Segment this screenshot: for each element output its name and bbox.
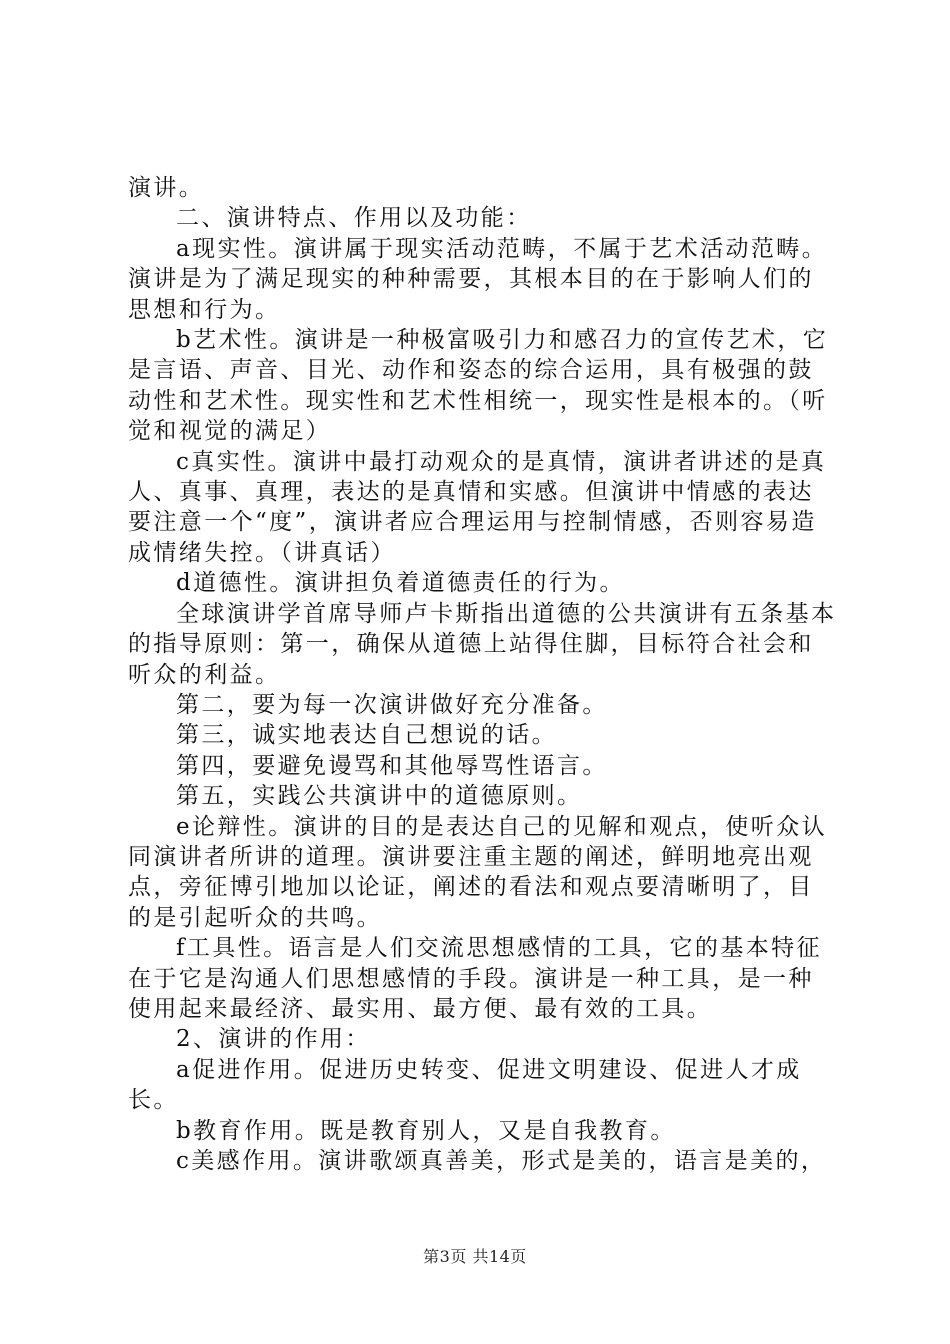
page-footer: 第3页 共14页 (423, 1247, 527, 1266)
paragraph: 第三，诚实地表达自己想说的话。 (176, 722, 557, 749)
paragraph: d道德性。演讲担负着道德责任的行为。 (176, 570, 625, 597)
paragraph: 二、演讲特点、作用以及功能： (176, 205, 532, 232)
paragraph: c美感作用。演讲歌颂真善美，形式是美的，语言是美的， (176, 1148, 827, 1174)
paragraph: f工具性。语言是人们交流思想感情的工具，它的基本特征在于它是沟通人们思想感情的手段。演讲是一种工具，是一种使用起来最经济、最实用、最方便、最有效的工具。 (128, 935, 822, 1022)
paragraph: b教育作用。既是教育别人，又是自我教育。 (176, 1117, 676, 1144)
paragraph: a促进作用。促进历史转变、促进文明建设、促进人才成长。 (128, 1056, 802, 1114)
document-body (128, 173, 838, 1176)
paragraph: e论辩性。演讲的目的是表达自己的见解和观点，使听众认同演讲者所讲的道理。演讲要注重主题的阐述，鲜明地亮出观点，旁征博引地加以论证，阐述的看法和观点要清晰明了，目的是引起听众的共鸣。 (128, 813, 828, 931)
paragraph: b艺术性。演讲是一种极富吸引力和感召力的宣传艺术，它是言语、声音、目光、动作和姿态的综合运用，具有极强的鼓动性和艺术性。现实性和艺术性相统一，现实性是根本的。（听觉和视觉的满足） (128, 327, 829, 445)
paragraph: 第五，实践公共演讲中的道德原则。 (176, 783, 583, 810)
paragraph: a现实性。演讲属于现实活动范畴，不属于艺术活动范畴。演讲是为了满足现实的种种需要，其根本目的在于影响人们的思想和行为。 (128, 235, 828, 323)
paragraph: 2、演讲的作用： (176, 1026, 371, 1053)
paragraph: 全球演讲学首席导师卢卡斯指出道德的公共演讲有五条基本的指导原则：第一，确保从道德上站得住脚，目标符合社会和听众的利益。 (128, 600, 837, 688)
paragraph: 第四，要避免谩骂和其他辱骂性语言。 (176, 752, 608, 779)
paragraph: c真实性。演讲中最打动观众的是真情，演讲者讲述的是真人、真事、真理，表达的是真情和实感。但演讲中情感的表达要注意一个“度”，演讲者应合理运用与控制情感，否则容易造成情绪失控。（讲真话） (128, 448, 827, 566)
paragraph: 第二，要为每一次演讲做好充分准备。 (176, 691, 608, 718)
paragraph: 演讲。 (128, 175, 205, 201)
